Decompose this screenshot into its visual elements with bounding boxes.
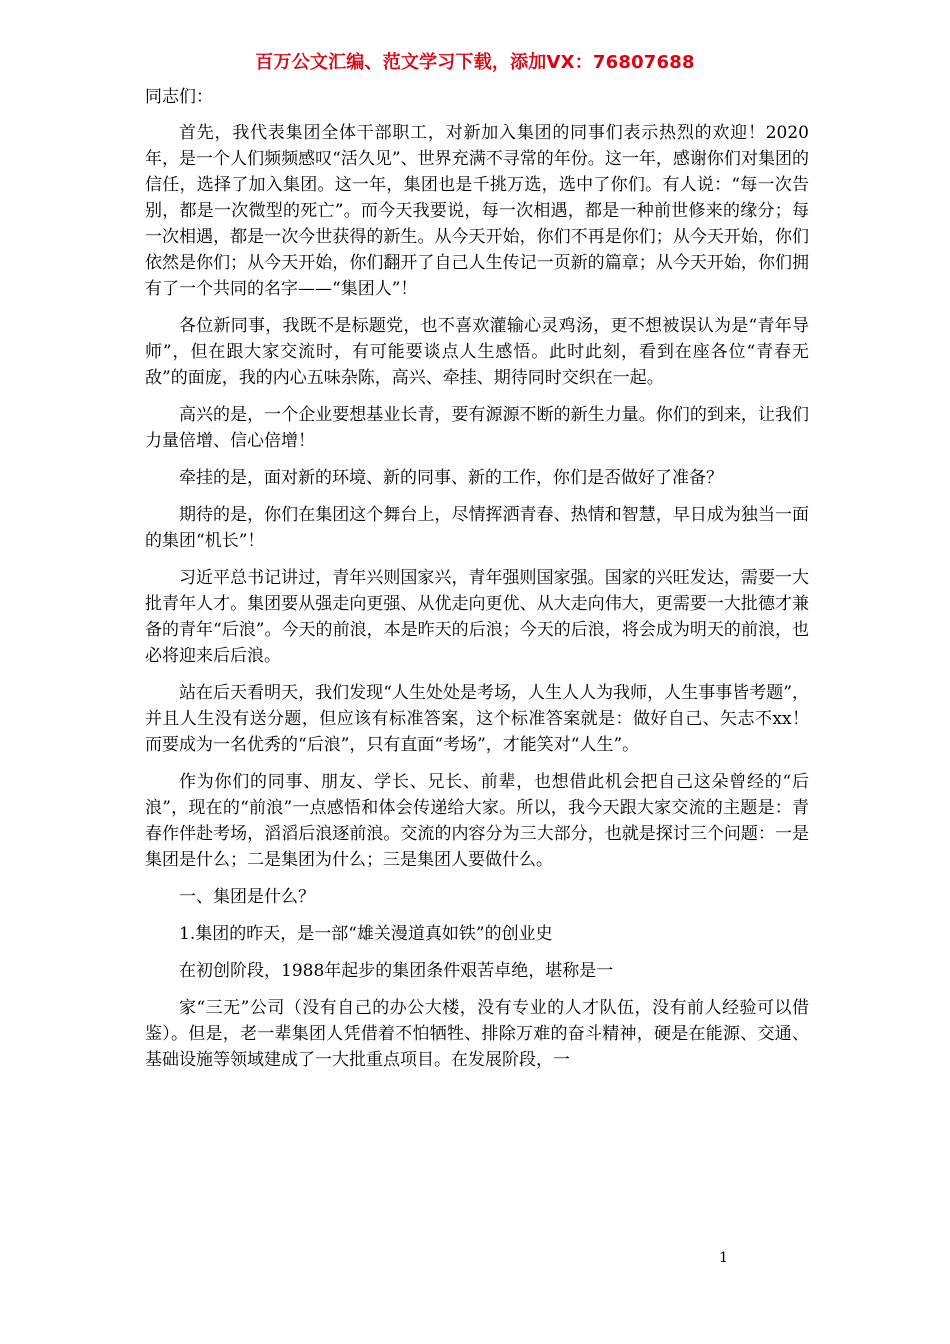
paragraph-welcome: 首先，我代表集团全体干部职工，对新加入集团的同事们表示热烈的欢迎！2020年，是一个人们频频感叹“活久见”、世界充满不寻常的年份。这一年，感谢你们对集团的信任，选择了加入集团。这一年，集团也是千挑万选，选中了你们。有人说：“每一次告别，都是一次微型的死亡”。而今天我要说，每一次相遇，都是一种前世修来的缘分；每一次相遇，都是一次今世获得的新生。从今天开始，你们不再是你们；从今天开始，你们依然是你们；从今天开始，你们翻开了自己人生传记一页新的篇章；从今天开始，你们拥有了一个共同的名字——“集团人”！ bbox=[145, 123, 809, 299]
subsection-heading-1-1: 1.集团的昨天，是一部“雄关漫道真如铁”的创业史 bbox=[179, 924, 553, 944]
paragraph-concern: 牵挂的是，面对新的环境、新的同事、新的工作，你们是否做好了准备？ bbox=[179, 468, 723, 488]
section-heading-1: 一、集团是什么？ bbox=[179, 887, 315, 907]
page-number: 1 bbox=[719, 1250, 728, 1266]
paragraph-youth: 习近平总书记讲过，青年兴则国家兴，青年强则国家强。国家的兴旺发达，需要一大批青年人才。集团要从强走向更强、从优走向更优、从大走向伟大，更需要一大批德才兼备的青年“后浪”。今天的前浪，本是昨天的后浪；今天的后浪，将会成为明天的前浪，也必将迎来后后浪。 bbox=[145, 568, 809, 666]
paragraph-startup: 在初创阶段，1988年起步的集团条件艰苦卓绝，堪称是一 bbox=[179, 961, 614, 981]
salutation: 同志们： bbox=[145, 87, 213, 107]
paragraph-happy: 高兴的是，一个企业要想基业长青，要有源源不断的新生力量。你们的到来，让我们力量倍增、信心倍增！ bbox=[145, 405, 809, 451]
paragraph-expectation: 期待的是，你们在集团这个舞台上，尽情挥洒青春、热情和智慧，早日成为独当一面的集团“机长”！ bbox=[145, 505, 809, 551]
paragraph-three-nos: 家“三无”公司（没有自己的办公大楼，没有专业的人才队伍，没有前人经验可以借鉴）。但是，老一辈集团人凭借着不怕牺牲、排除万难的奋斗精神，硬是在能源、交通、基础设施等领域建成了一大批重点项目。在发展阶段，一 bbox=[145, 998, 809, 1070]
document-body bbox=[145, 84, 809, 1084]
header-banner: 百万公文汇编、范文学习下载，添加VX：76807688 bbox=[255, 52, 695, 73]
paragraph-exam: 站在后天看明天，我们发现“人生处处是考场，人生人人为我师，人生事事皆考题”，并且人生没有送分题，但应该有标准答案，这个标准答案就是：做好自己、矢志不xx！而要成为一名优秀的“后浪”，只有直面“考场”，才能笑对“人生”。 bbox=[145, 683, 809, 755]
paragraph-theme: 作为你们的同事、朋友、学长、兄长、前辈，也想借此机会把自己这朵曾经的“后浪”，现在的“前浪”一点感悟和体会传递给大家。所以，我今天跟大家交流的主题是：青春作伴赴考场，滔滔后浪逐前浪。交流的内容分为三大部分，也就是探讨三个问题：一是集团是什么；二是集团为什么；三是集团人要做什么。 bbox=[145, 772, 809, 870]
paragraph-new-colleagues: 各位新同事，我既不是标题党，也不喜欢灌输心灵鸡汤，更不想被误认为是“青年导师”，但在跟大家交流时，有可能要谈点人生感悟。此时此刻，看到在座各位“青春无敌”的面庞，我的内心五味杂陈，高兴、牵挂、期待同时交织在一起。 bbox=[145, 316, 809, 388]
